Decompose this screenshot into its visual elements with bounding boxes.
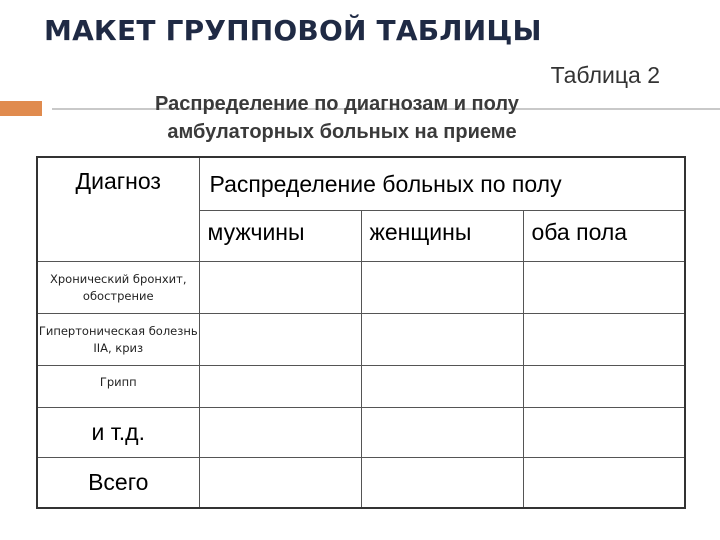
table-row — [37, 458, 685, 508]
header-diagnosis: Диагноз — [37, 157, 199, 262]
table-cell — [361, 458, 523, 508]
row-label: и т.д. — [37, 408, 199, 458]
table-row — [37, 314, 685, 366]
row-label: Хронический бронхит, обострение — [37, 262, 199, 314]
header-both: оба пола — [523, 211, 685, 262]
table-cell — [523, 314, 685, 366]
table-cell — [199, 262, 361, 314]
caption-line-1: Распределение по диагнозам и полу — [155, 93, 519, 115]
row-label: Всего — [37, 458, 199, 508]
table-row — [37, 408, 685, 458]
slide-title: МАКЕТ ГРУППОВОЙ ТАБЛИЦЫ — [44, 14, 542, 47]
header-men: мужчины — [199, 211, 361, 262]
table-cell — [361, 408, 523, 458]
table-cell — [523, 366, 685, 408]
group-table — [36, 156, 686, 509]
table-cell — [523, 408, 685, 458]
header-distribution: Распределение больных по полу — [199, 157, 685, 211]
table-cell — [361, 314, 523, 366]
row-label: Грипп — [37, 366, 199, 408]
table-row — [37, 262, 685, 314]
table-cell — [199, 314, 361, 366]
table-cell — [199, 408, 361, 458]
row-label: Гипертоническая болезнь IIА, криз — [37, 314, 199, 366]
table-cell — [199, 366, 361, 408]
table-caption — [0, 88, 720, 148]
table-row — [37, 366, 685, 408]
table-cell — [523, 262, 685, 314]
header-women: женщины — [361, 211, 523, 262]
table-cell — [361, 366, 523, 408]
table-number: Таблица 2 — [550, 62, 660, 88]
table-cell — [523, 458, 685, 508]
table-cell — [361, 262, 523, 314]
caption-line-2: амбулаторных больных на приеме — [167, 121, 517, 143]
table-cell — [199, 458, 361, 508]
